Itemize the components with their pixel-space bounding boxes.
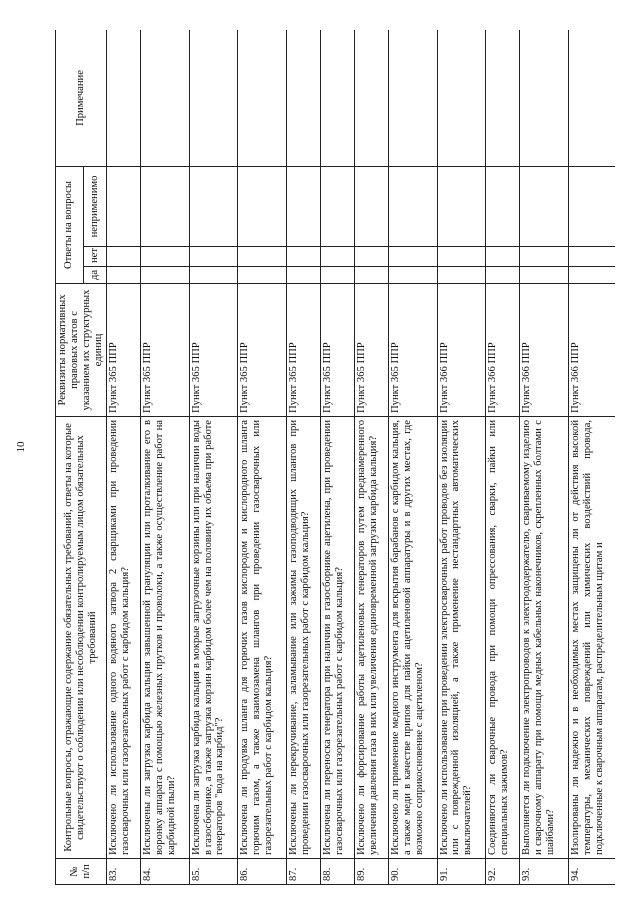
requirements-table — [55, 30, 615, 885]
row-number: 89. — [354, 859, 388, 885]
row-reference: Пункт 365 ППР — [189, 284, 238, 417]
row-reference: Пункт 365 ППР — [238, 284, 287, 417]
row-question: Исключены ли перекручивание, заламывание или зажимы газоподводящих шлангов при проведении газосварочных или газорезательных работ с карбидом кальция? — [287, 417, 321, 859]
header-num: № п/п — [56, 859, 107, 885]
header-no: нет — [83, 247, 106, 267]
row-reference: Пункт 365 ППР — [106, 284, 140, 417]
table-row — [437, 30, 486, 885]
answer-no-cell[interactable] — [238, 247, 287, 267]
row-reference: Пункт 365 ППР — [140, 284, 189, 417]
note-cell[interactable] — [140, 30, 189, 167]
row-reference: Пункт 366 ППР — [520, 284, 569, 417]
header-note: Примечание — [56, 30, 107, 167]
row-question: Исключена ли переноска генератора при наличии в газосборнике ацетилена, при проведении газосварочных или газорезательных работ с карбидом кальция? — [321, 417, 355, 859]
row-question: Исключено ли использование одного водяного затвора 2 сварщиками при проведении газосварочных или газорезательных работ с карбидом кальция? — [106, 417, 140, 859]
answer-na-cell[interactable] — [520, 167, 569, 247]
row-question: Изолированы ли надежно и в необходимых местах защищены ли от действия высокой температуры, механических повреждений или химических воздействий провода, подключенные к сварочным аппаратам, распределительным щитам и — [569, 417, 616, 859]
table-row — [354, 30, 388, 885]
row-reference: Пункт 366 ППР — [437, 284, 486, 417]
answer-no-cell[interactable] — [287, 247, 321, 267]
page-number: 10 — [15, 441, 27, 453]
row-reference: Пункт 366 ППР — [569, 284, 616, 417]
answer-yes-cell[interactable] — [321, 267, 355, 284]
answer-na-cell[interactable] — [437, 167, 486, 247]
answer-na-cell[interactable] — [106, 167, 140, 247]
row-reference: Пункт 365 ППР — [354, 284, 388, 417]
note-cell[interactable] — [437, 30, 486, 167]
row-number: 86. — [238, 859, 287, 885]
table-row — [189, 30, 238, 885]
answer-yes-cell[interactable] — [486, 267, 520, 284]
row-number: 90. — [388, 859, 437, 885]
answer-yes-cell[interactable] — [287, 267, 321, 284]
answer-na-cell[interactable] — [238, 167, 287, 247]
table-row — [106, 30, 140, 885]
note-cell[interactable] — [287, 30, 321, 167]
answer-no-cell[interactable] — [354, 247, 388, 267]
row-number: 91. — [437, 859, 486, 885]
row-question: Исключена ли загрузка карбида кальция в мокрые загрузочные корзины или при наличии воды в газосборнике, а также загрузка корзин карбидом более чем на половину их объема при работе генераторов "вода на карбид"? — [189, 417, 238, 859]
row-reference: Пункт 366 ППР — [486, 284, 520, 417]
answer-yes-cell[interactable] — [189, 267, 238, 284]
row-number: 94. — [569, 859, 616, 885]
row-number: 83. — [106, 859, 140, 885]
table-row — [388, 30, 437, 885]
row-question: Исключено ли использование при проведении электросварочных работ проводов без изоляции или с поврежденной изоляцией, а также применение нестандартных автоматических выключателей? — [437, 417, 486, 859]
answer-yes-cell[interactable] — [520, 267, 569, 284]
row-number: 92. — [486, 859, 520, 885]
answer-na-cell[interactable] — [189, 167, 238, 247]
answer-na-cell[interactable] — [287, 167, 321, 247]
answer-na-cell[interactable] — [321, 167, 355, 247]
answer-na-cell[interactable] — [354, 167, 388, 247]
row-number: 88. — [321, 859, 355, 885]
table-row — [569, 30, 616, 885]
answer-no-cell[interactable] — [189, 247, 238, 267]
row-question: Выполняется ли подключение электропроводов к электрододержателю, свариваемому изделию и сварочному аппарату при помощи медных кабельных наконечников, скрепленных болтами с шайбами? — [520, 417, 569, 859]
note-cell[interactable] — [189, 30, 238, 167]
answer-na-cell[interactable] — [569, 167, 616, 247]
row-number: 85. — [189, 859, 238, 885]
answer-no-cell[interactable] — [106, 247, 140, 267]
row-question: Соединяются ли сварочные провода при помощи опрессования, сварки, пайки или специальных зажимов? — [486, 417, 520, 859]
table-row — [520, 30, 569, 885]
table-row — [238, 30, 287, 885]
table-body — [106, 30, 615, 885]
header-na: неприменимо — [83, 167, 106, 247]
answer-no-cell[interactable] — [437, 247, 486, 267]
answer-no-cell[interactable] — [569, 247, 616, 267]
answer-yes-cell[interactable] — [437, 267, 486, 284]
row-reference: Пункт 365 ППР — [287, 284, 321, 417]
row-question: Исключено ли форсирование работы ацетиленовых генераторов путем преднамеренного увеличения давления газа в них или увеличения единовременной загрузки карбида кальция? — [354, 417, 388, 859]
answer-yes-cell[interactable] — [388, 267, 437, 284]
note-cell[interactable] — [354, 30, 388, 167]
header-question: Контрольные вопросы, отражающие содержание обязательных требований, ответы на которые свидетельствуют о соблюдении или несоблюдении контролируемым лицом обязательных требований — [56, 417, 107, 859]
row-question: Исключены ли загрузка карбида кальция завышенной грануляции или проталкивание его в воронку аппарата с помощью железных прутков и проволоки, а также осуществление работ на карбидной пыли? — [140, 417, 189, 859]
row-question: Исключено ли применение медного инструмента для вскрытия барабанов с карбидом кальция, а также меди в качестве припоя для пайки ацетиленовой аппаратуры и в других местах, где возможно соприкосновение с ацетиленом? — [388, 417, 437, 859]
answer-no-cell[interactable] — [388, 247, 437, 267]
answer-yes-cell[interactable] — [354, 267, 388, 284]
header-answers: Ответы на вопросы — [56, 167, 84, 284]
table-row — [140, 30, 189, 885]
row-question: Исключена ли продувка шланга для горючих газов кислородом и кислородного шланга горючим газом, а также взаимозамена шлангов при проведении газосварочных или газорезательных работ с карбидом кальция? — [238, 417, 287, 859]
answer-yes-cell[interactable] — [140, 267, 189, 284]
note-cell[interactable] — [238, 30, 287, 167]
row-reference: Пункт 365 ППР — [388, 284, 437, 417]
note-cell[interactable] — [569, 30, 616, 167]
table-row — [287, 30, 321, 885]
answer-no-cell[interactable] — [486, 247, 520, 267]
answer-na-cell[interactable] — [388, 167, 437, 247]
row-number: 84. — [140, 859, 189, 885]
answer-no-cell[interactable] — [140, 247, 189, 267]
note-cell[interactable] — [321, 30, 355, 167]
note-cell[interactable] — [388, 30, 437, 167]
answer-yes-cell[interactable] — [569, 267, 616, 284]
table-row — [486, 30, 520, 885]
table-row — [321, 30, 355, 885]
answer-na-cell[interactable] — [140, 167, 189, 247]
note-cell[interactable] — [106, 30, 140, 167]
answer-yes-cell[interactable] — [238, 267, 287, 284]
rotated-table-container — [55, 30, 615, 885]
answer-yes-cell[interactable] — [106, 267, 140, 284]
header-requisites: Реквизиты нормативных правовых актов с указанием их структурных единиц — [56, 284, 107, 417]
answer-no-cell[interactable] — [520, 247, 569, 267]
note-cell[interactable] — [486, 30, 520, 167]
answer-na-cell[interactable] — [486, 167, 520, 247]
document-sheet — [55, 30, 615, 885]
answer-no-cell[interactable] — [321, 247, 355, 267]
row-number: 93. — [520, 859, 569, 885]
row-reference: Пункт 365 ППР — [321, 284, 355, 417]
note-cell[interactable] — [520, 30, 569, 167]
header-yes: да — [83, 267, 106, 284]
row-number: 87. — [287, 859, 321, 885]
